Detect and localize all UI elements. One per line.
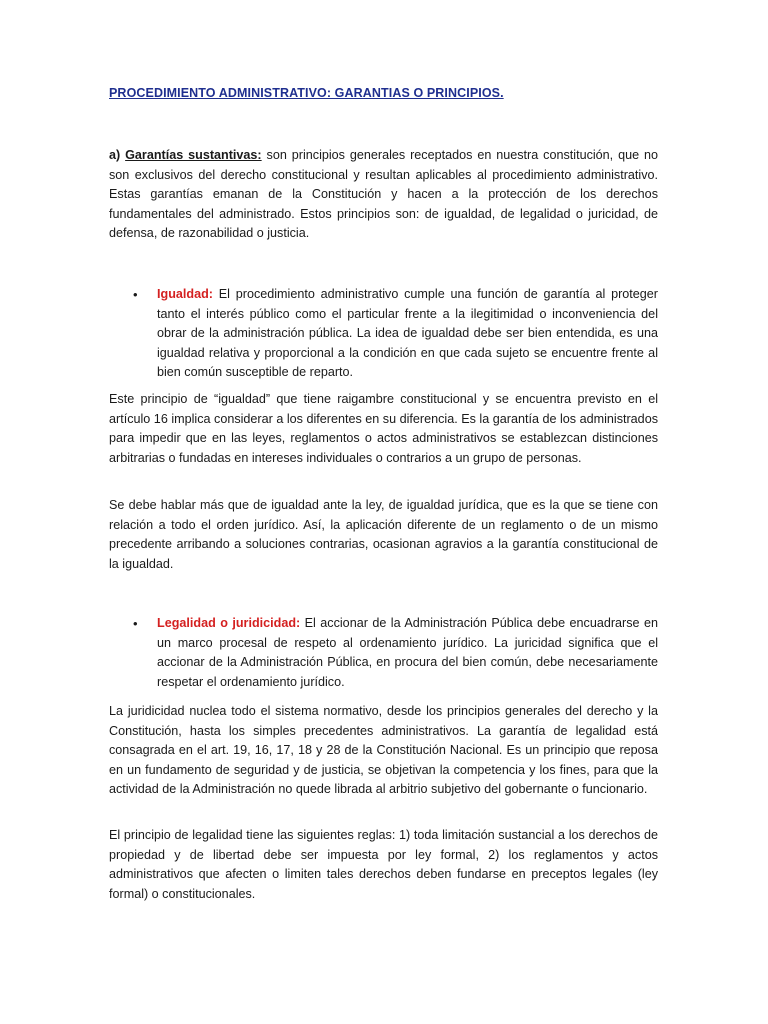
igualdad-bullet-paragraph — [157, 285, 658, 383]
section-a-marker: a) — [109, 148, 121, 162]
section-a-paragraph — [109, 146, 658, 244]
bullet-icon: • — [133, 616, 138, 631]
legalidad-paragraph-2: El principio de legalidad tiene las siguientes reglas: 1) toda limitación sustancial a los derechos de propiedad y de libertad debe ser impuesta por ley formal, 2) los reglamentos y actos administrativos que afecten o limiten tales derechos deben fundarse en preceptos legales (ley formal) o constitucionales. — [109, 828, 658, 901]
igualdad-heading: Igualdad: — [157, 287, 213, 301]
igualdad-text: El procedimiento administrativo cumple una función de garantía al proteger tanto el interés público como el particular frente a la ilegitimidad o inconveniencia del obrar de la administración pública. La idea de igualdad debe ser bien entendida, es una igualdad relativa y proporcional a la condición en que cada sujeto se encuentre frente al bien común susceptible de reparto. — [157, 287, 658, 379]
legalidad-heading: Legalidad o juridicidad: — [157, 616, 301, 630]
document-title: PROCEDIMIENTO ADMINISTRATIVO: GARANTIAS O PRINCIPIOS. — [109, 86, 504, 100]
legalidad-bullet-paragraph — [157, 614, 658, 692]
igualdad-paragraph-1: Este principio de “igualdad” que tiene raigambre constitucional y se encuentra previsto en el artículo 16 implica considerar a los diferentes en su diferencia. Es la garantía de los administrados para impedir que en las leyes, reglamentos o actos administrativos se establezcan distinciones arbitrarias o fundadas en intereses individuales o contrarios a un grupo de personas. — [109, 392, 658, 465]
legalidad-paragraph-1: La juridicidad nuclea todo el sistema normativo, desde los principios generales del derecho y la Constitución, hasta los simples precedentes administrativos. La garantía de legalidad está consagrada en el art. 19, 16, 17, 18 y 28 de la Constitución Nacional. Es un principio que reposa en un fundamento de seguridad y de justicia, se objetivan la competencia y los fines, para que la actividad de la Administración no quede librada al arbitrio subjetivo del gobernante o funcionario. — [109, 704, 658, 796]
legalidad-text: El accionar de la Administración Pública debe encuadrarse en un marco procesal de respeto al ordenamiento jurídico. La juricidad significa que el accionar de la Administración Pública, en procura del bien común, debe necesariamente respetar el ordenamiento jurídico. — [157, 616, 658, 689]
section-a-heading: Garantías sustantivas: — [125, 148, 262, 162]
bullet-icon: • — [133, 287, 138, 302]
section-a-text: son principios generales receptados en nuestra constitución, que no son exclusivos del derecho constitucional y resultan aplicables al procedimiento administrativo. Estas garantías emanan de la Constitución y hacen a la protección de los derechos fundamentales del administrado. Estos principios son: de igualdad, de legalidad o juricidad, de defensa, de razonabilidad o justicia. — [109, 148, 659, 240]
igualdad-paragraph-2: Se debe hablar más que de igualdad ante la ley, de igualdad jurídica, que es la que se tiene con relación a todo el orden jurídico. Así, la aplicación diferente de un reglamento o de un mismo precedente arribando a soluciones contrarias, ocasionan agravios a la garantía constitucional de la igualdad. — [109, 498, 658, 571]
